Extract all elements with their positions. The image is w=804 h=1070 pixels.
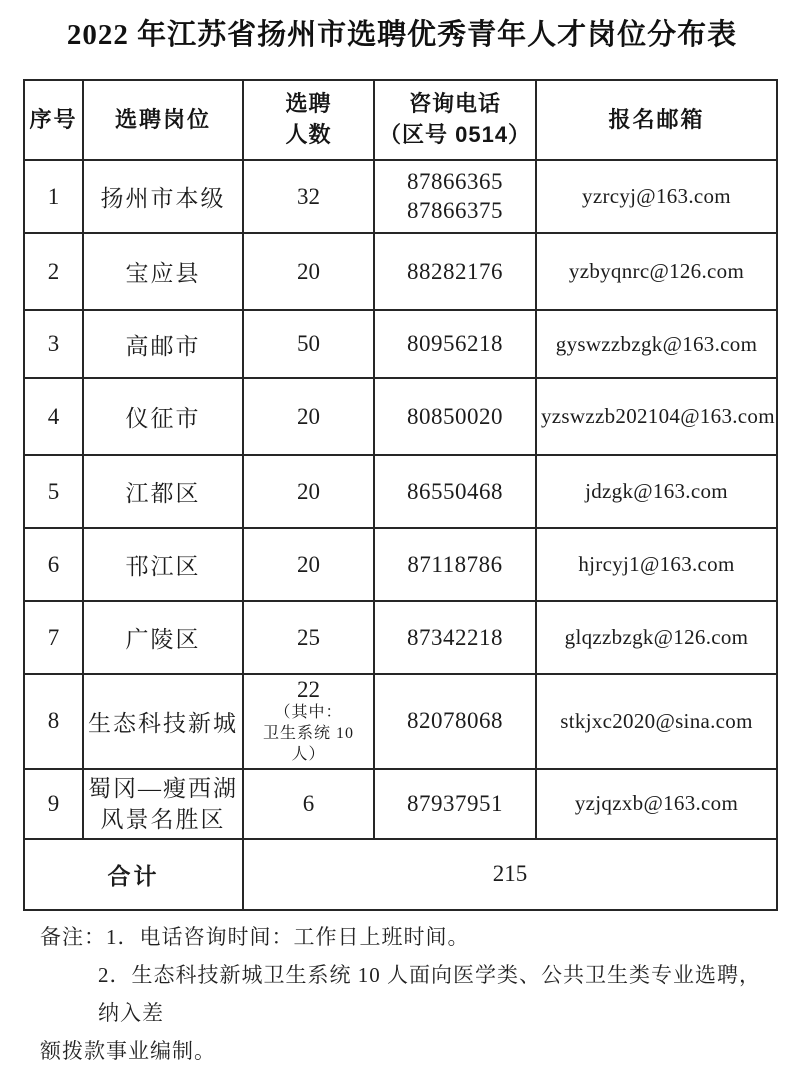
cell-phone: 82078068: [374, 674, 536, 769]
cell-phone: 80956218: [374, 310, 536, 378]
cell-no: 8: [24, 674, 83, 769]
cell-no: 2: [24, 233, 83, 310]
cell-position: 高邮市: [83, 310, 243, 378]
table-row: [24, 528, 777, 601]
header-position-label: 选聘岗位: [114, 106, 211, 132]
cell-email: yzjqzxb@163.com: [536, 769, 777, 839]
cell-phone: 87342218: [374, 601, 536, 674]
position-line1: 蜀冈—瘦西湖: [88, 775, 238, 801]
cell-email: jdzgk@163.com: [536, 455, 777, 528]
cell-count: 6: [243, 769, 374, 839]
count-note-line1: （其中：: [274, 704, 343, 722]
cell-count: 20: [243, 528, 374, 601]
table-row: [24, 378, 777, 455]
cell-position: 扬州市本级: [83, 160, 243, 233]
header-phone-line1: 咨询电话: [408, 91, 501, 117]
note-line-2: 2．生态科技新城卫生系统 10 人面向医学类、公共卫生类专业选聘，纳入差: [98, 963, 761, 1025]
header-email: [536, 80, 777, 160]
note-line-3: 额拨款事业编制。: [40, 1039, 216, 1063]
cell-phone: 86550468: [374, 455, 536, 528]
phone-line1: 87866365: [407, 168, 503, 194]
table-header-row: [24, 80, 777, 160]
cell-count: 50: [243, 310, 374, 378]
header-phone: [374, 80, 536, 160]
cell-no: 5: [24, 455, 83, 528]
cell-email: gyswzzbzgk@163.com: [536, 310, 777, 378]
table-row: [24, 769, 777, 839]
cell-email: glqzzbzgk@126.com: [536, 601, 777, 674]
cell-position: [83, 769, 243, 839]
cell-count: 20: [243, 455, 374, 528]
cell-position: 广陵区: [83, 601, 243, 674]
page-title: 2022 年江苏省扬州市选聘优秀青年人才岗位分布表: [66, 19, 738, 51]
table-row: [24, 455, 777, 528]
table-row: [24, 233, 777, 310]
count-note-line2: 卫生系统 10 人）: [262, 725, 354, 764]
cell-count: 20: [243, 378, 374, 455]
cell-count: 20: [243, 233, 374, 310]
note-line-1: 备注：1．电话咨询时间：工作日上班时间。: [40, 925, 470, 949]
cell-count: 32: [243, 160, 374, 233]
cell-position: 宝应县: [83, 233, 243, 310]
header-count-line1: 选聘: [285, 91, 332, 117]
cell-position: 仪征市: [83, 378, 243, 455]
cell-phone: 87118786: [374, 528, 536, 601]
total-value: 215: [243, 839, 777, 910]
positions-table: [23, 79, 778, 911]
header-email-label: 报名邮箱: [608, 106, 705, 132]
cell-position: 江都区: [83, 455, 243, 528]
cell-email: yzrcyj@163.com: [536, 160, 777, 233]
header-no: [24, 80, 83, 160]
cell-email: yzswzzb202104@163.com: [536, 378, 777, 455]
table-row: [24, 310, 777, 378]
header-position: [83, 80, 243, 160]
cell-position: 邗江区: [83, 528, 243, 601]
cell-no: 3: [24, 310, 83, 378]
header-no-label: 序号: [29, 106, 78, 132]
cell-phone: 88282176: [374, 233, 536, 310]
cell-no: 9: [24, 769, 83, 839]
header-count-line2: 人数: [285, 122, 332, 147]
table-row: [24, 601, 777, 674]
total-label: 合计: [24, 839, 243, 910]
cell-phone: 80850020: [374, 378, 536, 455]
cell-position: 生态科技新城: [83, 674, 243, 769]
position-line2: 风景名胜区: [100, 806, 226, 832]
cell-phone: [374, 160, 536, 233]
cell-no: 6: [24, 528, 83, 601]
cell-email: stkjxc2020@sina.com: [536, 674, 777, 769]
footnotes: [40, 918, 774, 1070]
cell-email: hjrcyj1@163.com: [536, 528, 777, 601]
cell-no: 1: [24, 160, 83, 233]
cell-count: [243, 674, 374, 769]
cell-count: 25: [243, 601, 374, 674]
cell-no: 4: [24, 378, 83, 455]
table-total-row: [24, 839, 777, 910]
table-row: [24, 160, 777, 233]
header-count: [243, 80, 374, 160]
cell-no: 7: [24, 601, 83, 674]
cell-email: yzbyqnrc@126.com: [536, 233, 777, 310]
count-value: 22: [297, 677, 320, 702]
phone-line2: 87866375: [407, 197, 503, 223]
table-row: [24, 674, 777, 769]
header-phone-line2: （区号 0514）: [379, 122, 532, 147]
cell-phone: 87937951: [374, 769, 536, 839]
